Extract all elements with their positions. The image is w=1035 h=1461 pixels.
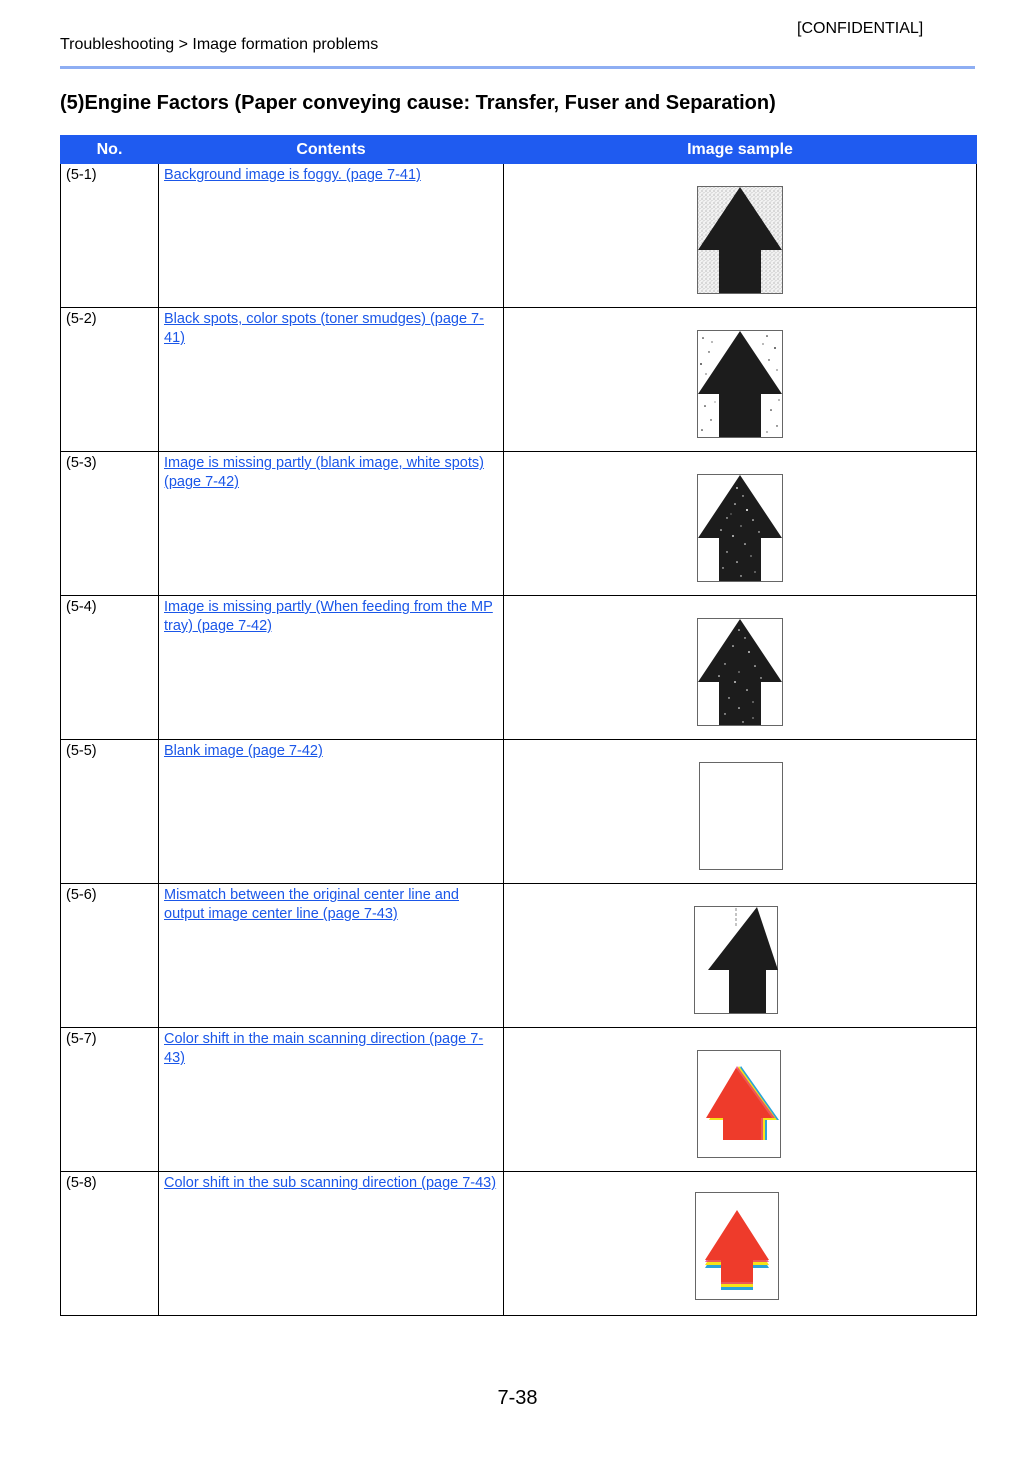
- issue-link[interactable]: Color shift in the main scanning direction (page 7-43): [164, 1031, 484, 1066]
- page-number: 7-38: [497, 1387, 538, 1409]
- white-spots-arrow-icon: [697, 618, 783, 726]
- column-header-contents: Contents: [159, 136, 504, 164]
- row-number: (5-4): [61, 596, 159, 740]
- table-row: [61, 1172, 977, 1316]
- table-header-row: [61, 136, 977, 164]
- table-row: [61, 1028, 977, 1172]
- column-header-no: No.: [61, 136, 159, 164]
- issue-link[interactable]: Blank image (page 7-42): [164, 743, 323, 759]
- table-row: [61, 596, 977, 740]
- table-row: [61, 452, 977, 596]
- table-row: [61, 740, 977, 884]
- white-spots-arrow-icon: [697, 474, 783, 582]
- row-number: (5-6): [61, 884, 159, 1028]
- row-number: (5-8): [61, 1172, 159, 1316]
- header-divider: [60, 66, 975, 69]
- issue-link[interactable]: Image is missing partly (When feeding from the MP tray) (page 7-42): [164, 599, 493, 634]
- row-number: (5-2): [61, 308, 159, 452]
- shifted-arrow-icon: [694, 906, 780, 1014]
- issue-link[interactable]: Black spots, color spots (toner smudges) (page 7-41): [164, 311, 484, 346]
- black-spots-arrow-icon: [697, 330, 783, 438]
- row-number: (5-1): [61, 164, 159, 308]
- issue-link[interactable]: Image is missing partly (blank image, white spots) (page 7-42): [164, 455, 484, 490]
- row-number: (5-5): [61, 740, 159, 884]
- breadcrumb: Troubleshooting > Image formation problems: [60, 36, 379, 53]
- issues-table: [60, 135, 977, 1316]
- foggy-background-arrow-icon: [697, 186, 783, 294]
- row-number: (5-7): [61, 1028, 159, 1172]
- color-shift-sub-arrow-icon: [695, 1192, 781, 1300]
- section-title: (5)Engine Factors (Paper conveying cause: Transfer, Fuser and Separation): [60, 92, 776, 114]
- table-row: [61, 164, 977, 308]
- color-shift-main-arrow-icon: [697, 1050, 783, 1158]
- table-row: [61, 308, 977, 452]
- issue-link[interactable]: Background image is foggy. (page 7-41): [164, 167, 421, 183]
- confidential-label: [CONFIDENTIAL]: [797, 20, 924, 37]
- column-header-image-sample: Image sample: [504, 136, 977, 164]
- issue-link[interactable]: Mismatch between the original center line and output image center line (page 7-43): [164, 887, 459, 922]
- table-row: [61, 884, 977, 1028]
- issue-link[interactable]: Color shift in the sub scanning direction (page 7-43): [164, 1175, 497, 1191]
- row-number: (5-3): [61, 452, 159, 596]
- blank-page-icon: [697, 762, 783, 870]
